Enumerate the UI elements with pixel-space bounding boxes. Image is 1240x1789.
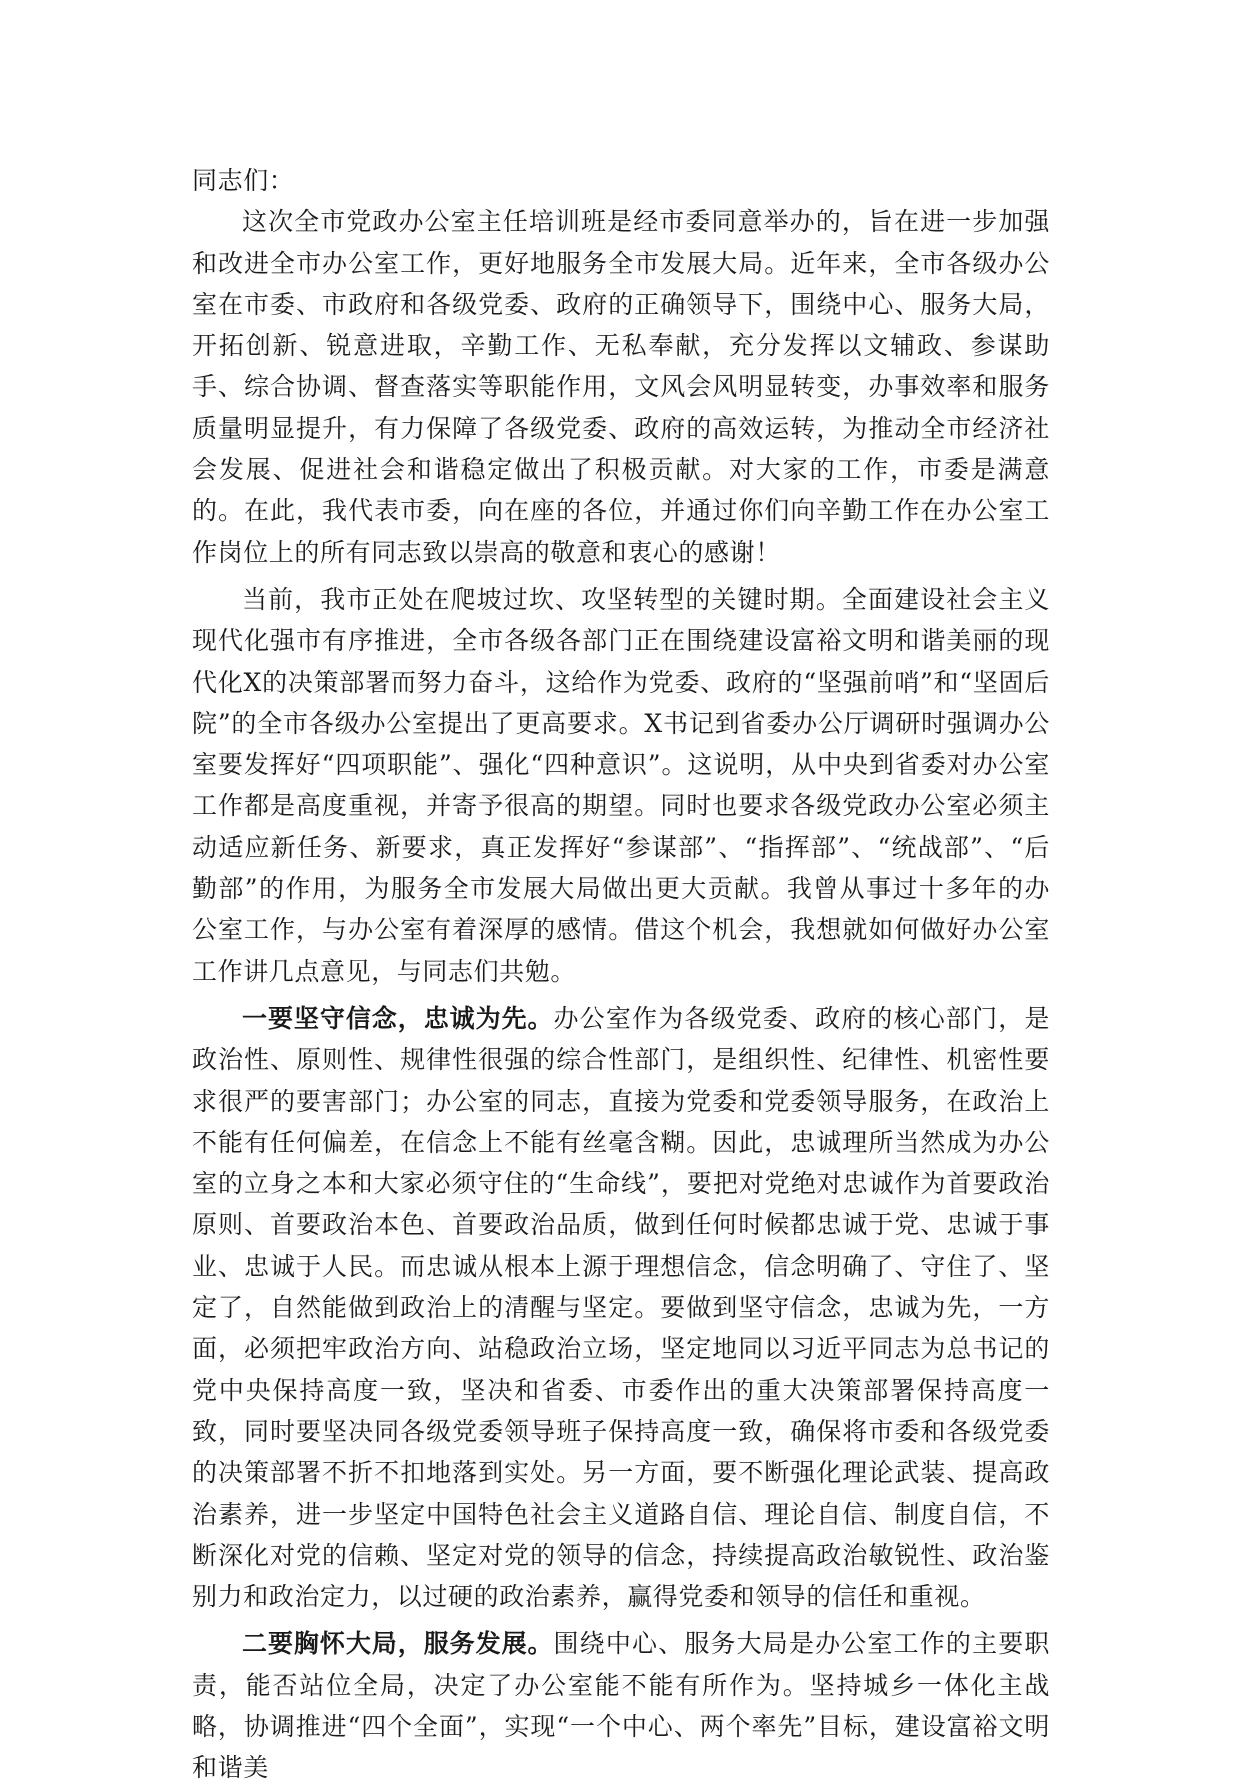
document-body <box>192 160 1050 1789</box>
point-one-text: 办公室作为各级党委、政府的核心部门，是政治性、原则性、规律性很强的综合性部门，是组织性、纪律性、机密性要求很严的要害部门；办公室的同志，直接为党委和党委领导服务，在政治上不能有任何偏差，在信念上不能有丝毫含糊。因此，忠诚理所当然成为办公室的立身之本和大家必须守住的“生命线”，要把对党绝对忠诚作为首要政治原则、首要政治本色、首要政治品质，做到任何时候都忠诚于党、忠诚于事业、忠诚于人民。而忠诚从根本上源于理想信念，信念明确了、守住了、坚定了，自然能做到政治上的清醒与坚定。要做到坚守信念，忠诚为先，一方面，必须把牢政治方向、站稳政治立场，坚定地同以习近平同志为总书记的党中央保持高度一致，坚决和省委、市委作出的重大决策部署保持高度一致，同时要坚决同各级党委领导班子保持高度一致，确保将市委和各级党委的决策部署不折不扣地落到实处。另一方面，要不断强化理论武装、提高政治素养，进一步坚定中国特色社会主义道路自信、理论自信、制度自信，不断深化对党的信赖、坚定对党的领导的信念，持续提高政治敏锐性、政治鉴别力和政治定力，以过硬的政治素养，赢得党委和领导的信任和重视。 <box>192 1003 1050 1612</box>
paragraph-intro: 这次全市党政办公室主任培训班是经市委同意举办的，旨在进一步加强和改进全市办公室工作，更好地服务全市发展大局。近年来，全市各级办公室在市委、市政府和各级党委、政府的正确领导下，围绕中心、服务大局，开拓创新、锐意进取，辛勤工作、无私奉献，充分发挥以文辅政、参谋助手、综合协调、督查落实等职能作用，文风会风明显转变，办事效率和服务质量明显提升，有力保障了各级党委、政府的高效运转，为推动全市经济社会发展、促进社会和谐稳定做出了积极贡献。对大家的工作，市委是满意的。在此，我代表市委，向在座的各位，并通过你们向辛勤工作在办公室工作岗位上的所有同志致以崇高的敬意和衷心的感谢！ <box>192 207 1050 567</box>
paragraph-point-one <box>192 998 1050 1617</box>
point-two-heading: 二要胸怀大局，服务发展。 <box>242 1629 554 1659</box>
salutation: 同志们： <box>192 166 295 195</box>
paragraph-point-two <box>192 1623 1050 1788</box>
paragraph-context: 当前，我市正处在爬坡过坎、攻坚转型的关键时期。全面建设社会主义现代化强市有序推进，全市各级各部门正在围绕建设富裕文明和谐美丽的现代化X的决策部署而努力奋斗，这给作为党委、政府的“坚强前哨”和“坚固后院”的全市各级办公室提出了更高要求。X书记到省委办公厅调研时强调办公室要发挥好“四项职能”、强化“四种意识”。这说明，从中央到省委对办公室工作都是高度重视，并寄予很高的期望。同时也要求各级党政办公室必须主动适应新任务、新要求，真正发挥好“参谋部”、“指挥部”、“统战部”、“后勤部”的作用，为服务全市发展大局做出更大贡献。我曾从事过十多年的办公室工作，与办公室有着深厚的感情。借这个机会，我想就如何做好办公室工作讲几点意见，与同志们共勉。 <box>192 584 1050 986</box>
point-two-text: 围绕中心、服务大局是办公室工作的主要职责，能否站位全局，决定了办公室能不能有所作为。坚持城乡一体化主战略，协调推进“四个全面”，实现“一个中心、两个率先”目标，建设富裕文明和谐美 <box>192 1629 1050 1783</box>
point-one-heading: 一要坚守信念，忠诚为先。 <box>242 1003 554 1033</box>
